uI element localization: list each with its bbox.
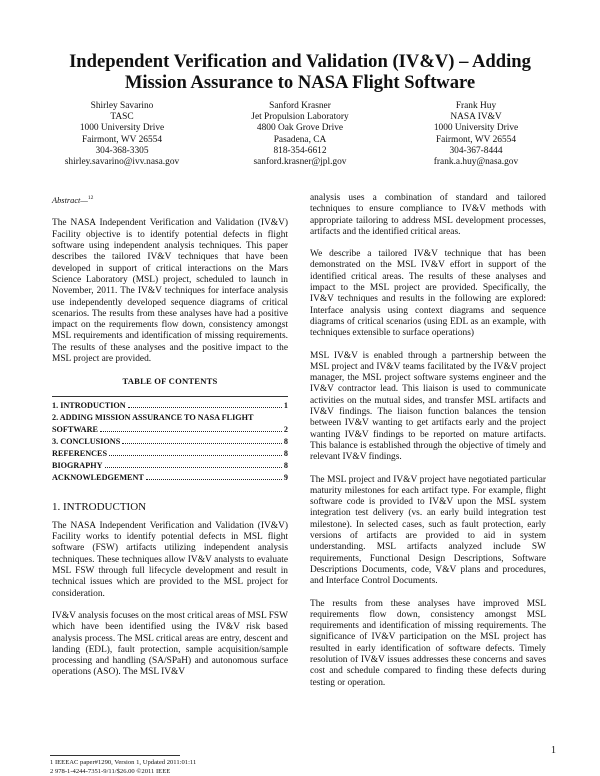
page-number: 1 (551, 745, 556, 756)
body-paragraph: The MSL project and IV&V project have negotiated particular maturity milestones for each artifact type. For example, flight software code is provided to IV&V upon the MSL system integration test delivery (vs. an early build integration test milestone). In selected cases, such as fault protection, early versions of artifacts are provided to aid in system understanding. MSL artifacts analyzed include SW requirements, Functional Design Descriptions, Software Descriptions Documents, code, V&V plans and procedures, and Interface Control Documents. (310, 474, 546, 587)
toc-entry[interactable] (52, 412, 288, 424)
body-paragraph: The results from these analyses have improved MSL requirements flow down, consistency amongst MSL requirements and identification of missing requirements. The significance of IV&V participation on the MSL project has resulted in early identification of software defects. Timely resolution of IV&V issues addresses these concerns and saves cost and schedule compared to finding these defects during testing or operation. (310, 598, 546, 688)
footnote: 1 IEEEAC paper#1290, Version 1, Updated 2011:01:11 (50, 759, 197, 766)
author-address: 1000 University Drive (79, 123, 165, 134)
author-email: frank.a.huy@nasa.gov (433, 157, 519, 168)
abstract (52, 193, 288, 207)
table-of-contents (52, 400, 288, 484)
toc-leader (100, 431, 282, 432)
author-city: Fairmont, WV 26554 (81, 134, 163, 145)
toc-entry-title: ACKNOWLEDGEMENT (52, 472, 144, 482)
toc-entry-title: BIOGRAPHY (52, 460, 103, 470)
abstract-text: The NASA Independent Verification and Validation (IV&V) Facility objective is to identify potential defects in flight software using independent analysis techniques. This paper describes the tailored IV&V techniques that have been developed in support of critical interactions on the Mars Science Laboratory (MSL) project, scheduled to launch in November, 2011. The IV&V techniques for interface analysis use independently developed sequence diagrams of critical scenarios. The results from these analyses have had a positive impact on the requirements flow down, consistency amongst MSL requirements and identification of missing requirements. The results of these analyses and the positive impact to the MSL project are provided. (52, 218, 288, 364)
left-column (52, 193, 288, 690)
author-org: NASA IV&V (450, 112, 502, 123)
toc-entry-page: 8 (283, 448, 288, 458)
author-block-2 (210, 101, 390, 168)
author-name: Shirley Savarino (90, 101, 154, 111)
toc-entry-title: 1. INTRODUCTION (52, 400, 126, 410)
author-phone: 304-367-8444 (449, 145, 503, 156)
author-phone: 304-368-3305 (95, 145, 149, 156)
toc-leader (109, 455, 282, 456)
toc-entry[interactable] (52, 436, 288, 448)
author-name: Sanford Krasner (269, 101, 331, 111)
toc-entry[interactable] (52, 448, 288, 460)
body-paragraph: We describe a tailored IV&V technique that has been demonstrated on the MSL IV&V effort in support of the identified critical areas. The results of these analyses and impact to the MSL project are provided. Specifically, the IV&V techniques and results in the following are explored: Interface analysis using context diagrams and sequence diagrams of critical scenarios (using EDL as an example, with techniques extensible to surface operations) (310, 249, 546, 339)
author-name: Frank Huy (455, 101, 497, 111)
toc-entry-page: 8 (283, 436, 288, 446)
author-org: TASC (110, 112, 134, 123)
abstract-footnote-mark: 12 (87, 195, 94, 201)
toc-leader (128, 407, 282, 408)
toc-entry-page: 2 (283, 424, 288, 434)
author-email: sanford.krasner@jpl.gov (253, 157, 347, 168)
toc-entry[interactable] (52, 460, 288, 472)
toc-entry-title: 3. CONCLUSIONS (52, 436, 121, 446)
body-paragraph: analysis uses a combination of standard and tailored techniques to ensure compliance to IV&V methods with appropriate tailoring to address MSL development processes, artifacts and the identified critical areas. (310, 193, 546, 237)
toc-entry[interactable] (52, 424, 288, 436)
right-column (310, 193, 546, 700)
toc-leader (146, 479, 282, 480)
footnote-rule (50, 755, 180, 756)
footnote: 2 978-1-4244-7351-9/11/$26.00 ©2011 IEEE (50, 768, 171, 775)
toc-top-rule (52, 396, 288, 397)
toc-entry-title: 2. ADDING MISSION ASSURANCE TO NASA FLIGHT (52, 412, 254, 422)
author-city: Pasadena, CA (273, 134, 327, 145)
author-phone: 818-354-6612 (273, 145, 327, 156)
toc-entry[interactable] (52, 400, 288, 412)
toc-title: TABLE OF CONTENTS (122, 376, 218, 387)
section-heading-introduction: 1. INTRODUCTION (52, 500, 147, 513)
author-org: Jet Propulsion Laboratory (251, 112, 349, 123)
author-block-3 (386, 101, 566, 168)
abstract-label: Abstract— (52, 196, 88, 206)
intro-paragraph: The NASA Independent Verification and Validation (IV&V) Facility works to identify potential defects in MSL flight software (FSW) artifacts utilizing independent analysis techniques. These techniques allow IV&V analysts to evaluate MSL FSW through full lifecycle development and result in technical issues which are provided to the MSL project for consideration. (52, 520, 288, 599)
paper-title: Independent Verification and Validation (IV&V) – Adding Mission Assurance to NASA Flight Software (69, 51, 531, 93)
author-address: 4800 Oak Grove Drive (256, 123, 344, 134)
toc-entry-page: 8 (283, 460, 288, 470)
author-block-1 (32, 101, 212, 168)
author-city: Fairmont, WV 26554 (435, 134, 517, 145)
body-paragraph: MSL IV&V is enabled through a partnership between the MSL project and IV&V teams facilitated by the IV&V project manager, the MSL project software systems engineer and the IV&V contractor lead. This liaison is used to communicate activities on the mutual sides, and transfer MSL artifacts and IV&V findings. The liaison function balances the tension between IV&V wanting to get artifacts early and the project wanting IV&V findings to be reported on mature artifacts. This balance is established through the objective of timely and relevant IV&V findings. (310, 350, 546, 463)
footnotes (50, 758, 196, 776)
toc-entry-page: 9 (283, 472, 288, 482)
toc-leader (122, 443, 282, 444)
toc-entry[interactable] (52, 472, 288, 484)
toc-leader (105, 467, 282, 468)
toc-entry-title: REFERENCES (52, 448, 108, 458)
toc-entry-title: SOFTWARE (52, 424, 98, 434)
author-address: 1000 University Drive (433, 123, 519, 134)
intro-paragraph: IV&V analysis focuses on the most critical areas of MSL FSW which have been identified using the IV&V risk based analysis process. The MSL critical areas are entry, descent and landing (EDL), fault protection, sample acquisition/sample processing and handling (SA/SPaH) and autonomous surface operations (ASO). The MSL IV&V (52, 610, 288, 678)
author-email: shirley.savarino@ivv.nasa.gov (64, 157, 180, 168)
toc-entry-page: 1 (283, 400, 288, 410)
